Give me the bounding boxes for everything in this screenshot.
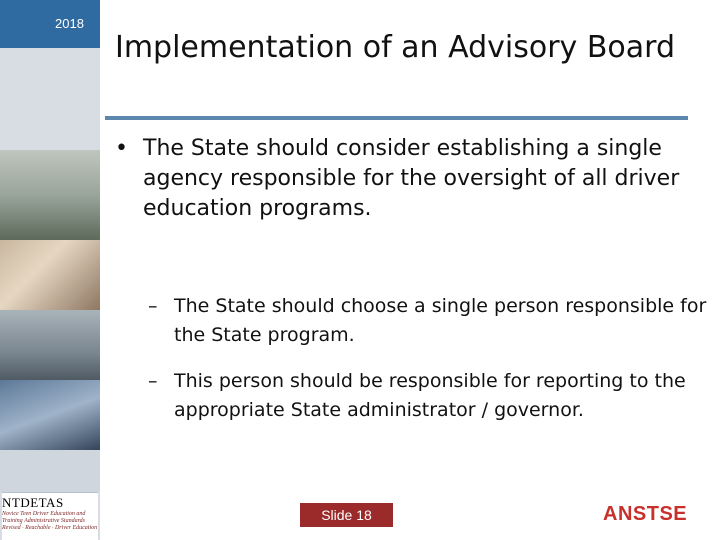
ntdetas-logo-title: NTDETAS (2, 495, 64, 510)
ntdetas-logo-line: Revised · Reachable · Driver Education (2, 525, 98, 531)
title-divider (105, 116, 688, 120)
sidebar-photo-classroom (0, 310, 100, 380)
year-label: 2018 (55, 16, 84, 31)
anstse-logo: ANSTSE (603, 503, 688, 525)
slide-title: Implementation of an Advisory Board (114, 30, 676, 65)
sidebar-photo-students (0, 240, 100, 310)
ntdetas-logo-line: Training Administrative Standards (2, 518, 86, 524)
main-bullet (115, 134, 705, 224)
ntdetas-logo (2, 492, 98, 540)
bullet-mark: • (115, 136, 128, 161)
sub-bullet-text: This person should be responsible for reporting to the appropriate State administrator / governor. (174, 370, 686, 421)
year-banner (0, 0, 100, 48)
slide-number-badge: Slide 18 (300, 503, 393, 527)
sidebar (0, 0, 100, 540)
sidebar-photo-hand (0, 380, 100, 450)
sidebar-photo-blank (0, 450, 100, 492)
sub-bullet (148, 367, 708, 425)
dash-mark: – (148, 370, 158, 392)
main-bullet-text: The State should consider establishing a single agency responsible for the oversight of all driver education programs. (143, 136, 680, 221)
ntdetas-logo-line: Novice Teen Driver Education and (2, 511, 86, 517)
sub-bullet-text: The State should choose a single person responsible for the State program. (174, 295, 707, 346)
sub-bullet (148, 292, 708, 350)
dash-mark: – (148, 295, 158, 317)
sidebar-photo-car (0, 150, 100, 240)
